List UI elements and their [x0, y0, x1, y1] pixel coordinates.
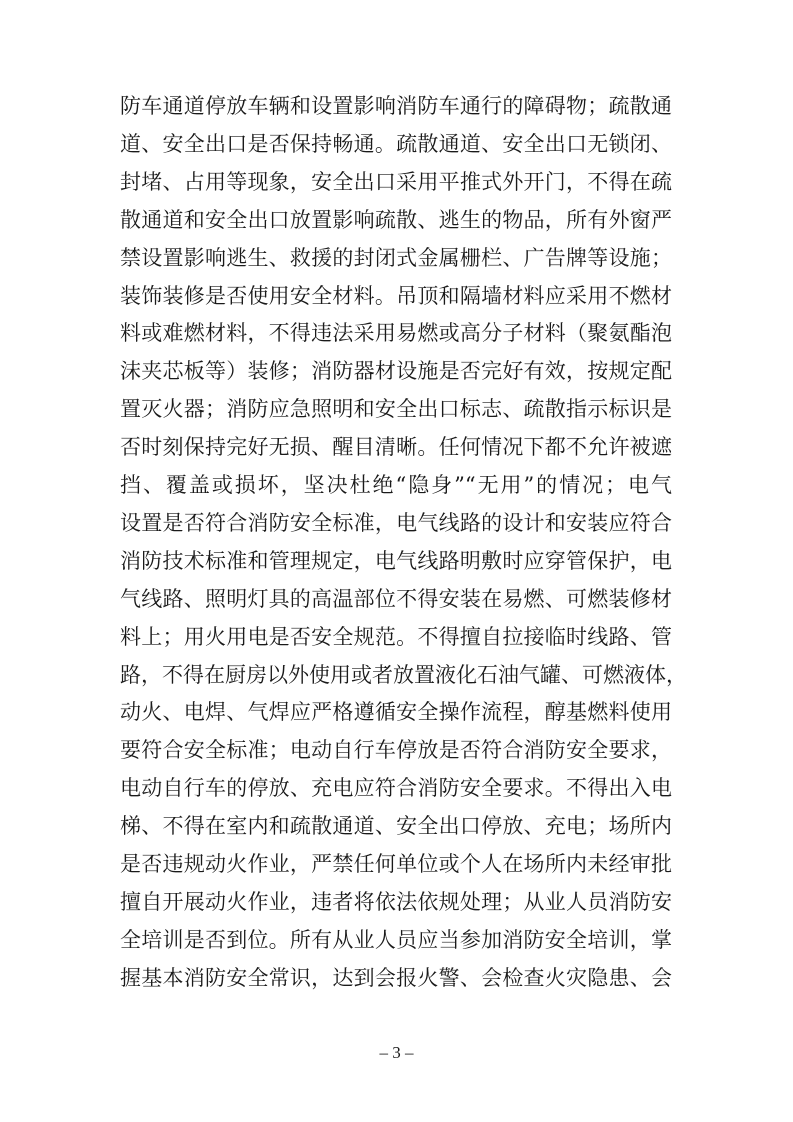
text-line: 否时刻保持完好无损、醒目清晰。任何情况下都不允许被遮	[120, 435, 672, 460]
text-line: 装饰装修是否使用安全材料。吊顶和隔墙材料应采用不燃材	[120, 283, 672, 308]
text-line: 要符合安全标准；电动自行车停放是否符合消防安全要求，	[120, 738, 672, 763]
text-line: 全培训是否到位。所有从业人员应当参加消防安全培训，掌	[120, 927, 672, 952]
text-line: 道、安全出口是否保持畅通。疏散通道、安全出口无锁闭、	[120, 131, 672, 156]
text-line: 封堵、占用等现象，安全出口采用平推式外开门，不得在疏	[120, 169, 672, 194]
text-line: 气线路、照明灯具的高温部位不得安装在易燃、可燃装修材	[120, 586, 672, 611]
text-line: 散通道和安全出口放置影响疏散、逃生的物品，所有外窗严	[120, 207, 672, 232]
text-line: 沫夹芯板等）装修；消防器材设施是否完好有效，按规定配	[120, 359, 672, 384]
text-line: 禁设置影响逃生、救援的封闭式金属栅栏、广告牌等设施；	[120, 245, 672, 270]
text-line: 握基本消防安全常识，达到会报火警、会检查火灾隐患、会	[120, 965, 672, 990]
text-line: 料或难燃材料，不得违法采用易燃或高分子材料（聚氨酯泡	[120, 321, 672, 346]
text-line: 置灭火器；消防应急照明和安全出口标志、疏散指示标识是	[120, 397, 672, 422]
text-line: 挡、覆盖或损坏，坚决杜绝“隐身”“无用”的情况；电气	[120, 473, 672, 497]
text-line: 擅自开展动火作业，违者将依法依规处理；从业人员消防安	[120, 889, 672, 914]
text-line: 电动自行车的停放、充电应符合消防安全要求。不得出入电	[120, 776, 672, 801]
page-number: – 3 –	[379, 1043, 414, 1062]
text-line: 路，不得在厨房以外使用或者放置液化石油气罐、可燃液体，	[120, 662, 687, 687]
text-line: 梯、不得在室内和疏散通道、安全出口停放、充电；场所内	[120, 814, 672, 839]
text-line: 防车通道停放车辆和设置影响消防车通行的障碍物；疏散通	[120, 94, 672, 118]
text-line: 料上；用火用电是否安全规范。不得擅自拉接临时线路、管	[120, 624, 672, 649]
text-line: 设置是否符合消防安全标准，电气线路的设计和安装应符合	[120, 510, 672, 535]
text-line: 动火、电焊、气焊应严格遵循安全操作流程，醇基燃料使用	[120, 700, 672, 725]
text-line: 消防技术标准和管理规定，电气线路明敷时应穿管保护，电	[120, 548, 672, 573]
text-line: 是否违规动火作业，严禁任何单位或个人在场所内未经审批	[120, 852, 672, 876]
